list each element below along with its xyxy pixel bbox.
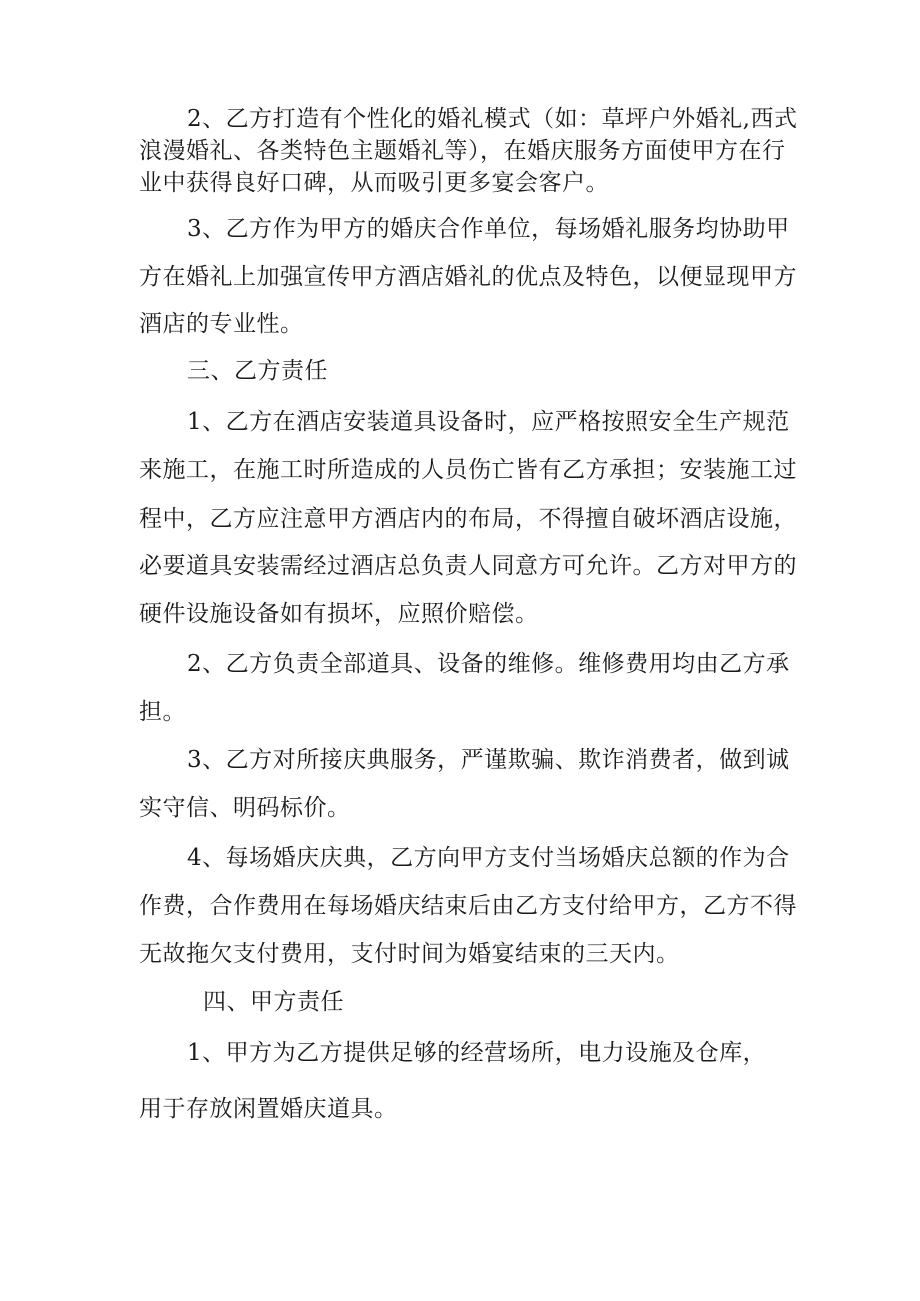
paragraph-line: 担。 bbox=[139, 699, 186, 725]
paragraph-line: 业中获得良好口碑，从而吸引更多宴会客户。 bbox=[139, 170, 609, 196]
paragraph-line: 作费，合作费用在每场婚庆结束后由乙方支付给甲方，乙方不得 bbox=[139, 893, 797, 919]
paragraph-line: 1、甲方为乙方提供足够的经营场所，电力设施及仓库， bbox=[187, 1040, 767, 1066]
paragraph-line: 2、乙方负责全部道具、设备的维修。维修费用均由乙方承 bbox=[187, 651, 790, 677]
paragraph-line: 实守信、明码标价。 bbox=[139, 795, 351, 821]
section-heading: 三、乙方责任 bbox=[187, 358, 328, 384]
paragraph-line: 2、乙方打造有个性化的婚礼模式（如：草坪户外婚礼,西式 bbox=[187, 106, 798, 132]
paragraph-line: 方在婚礼上加强宣传甲方酒店婚礼的优点及特色，以便显现甲方 bbox=[139, 264, 797, 290]
paragraph-line: 4、每场婚庆庆典，乙方向甲方支付当场婚庆总额的作为合 bbox=[187, 845, 790, 871]
paragraph-line: 酒店的专业性。 bbox=[139, 311, 304, 337]
paragraph-line: 3、乙方作为甲方的婚庆合作单位，每场婚礼服务均协助甲 bbox=[187, 216, 790, 242]
section-heading: 四、甲方责任 bbox=[203, 989, 344, 1015]
paragraph-line: 1、乙方在酒店安装道具设备时，应严格按照安全生产规范 bbox=[187, 409, 790, 435]
paragraph-line: 程中，乙方应注意甲方酒店内的布局，不得擅自破坏酒店设施， bbox=[139, 506, 797, 532]
paragraph-line: 3、乙方对所接庆典服务，严谨欺骗、欺诈消费者，做到诚 bbox=[187, 747, 790, 773]
paragraph-line: 来施工，在施工时所造成的人员伤亡皆有乙方承担；安装施工过 bbox=[139, 457, 797, 483]
paragraph-line: 无故拖欠支付费用，支付时间为婚宴结束的三天内。 bbox=[139, 941, 680, 967]
paragraph-line: 用于存放闲置婚庆道具。 bbox=[139, 1096, 398, 1122]
paragraph-line: 必要道具安装需经过酒店总负责人同意方可允许。乙方对甲方的 bbox=[139, 553, 797, 579]
paragraph-line: 浪漫婚礼、各类特色主题婚礼等），在婚庆服务方面使甲方在行 bbox=[139, 138, 786, 164]
paragraph-line: 硬件设施设备如有损坏，应照价赔偿。 bbox=[139, 601, 539, 627]
